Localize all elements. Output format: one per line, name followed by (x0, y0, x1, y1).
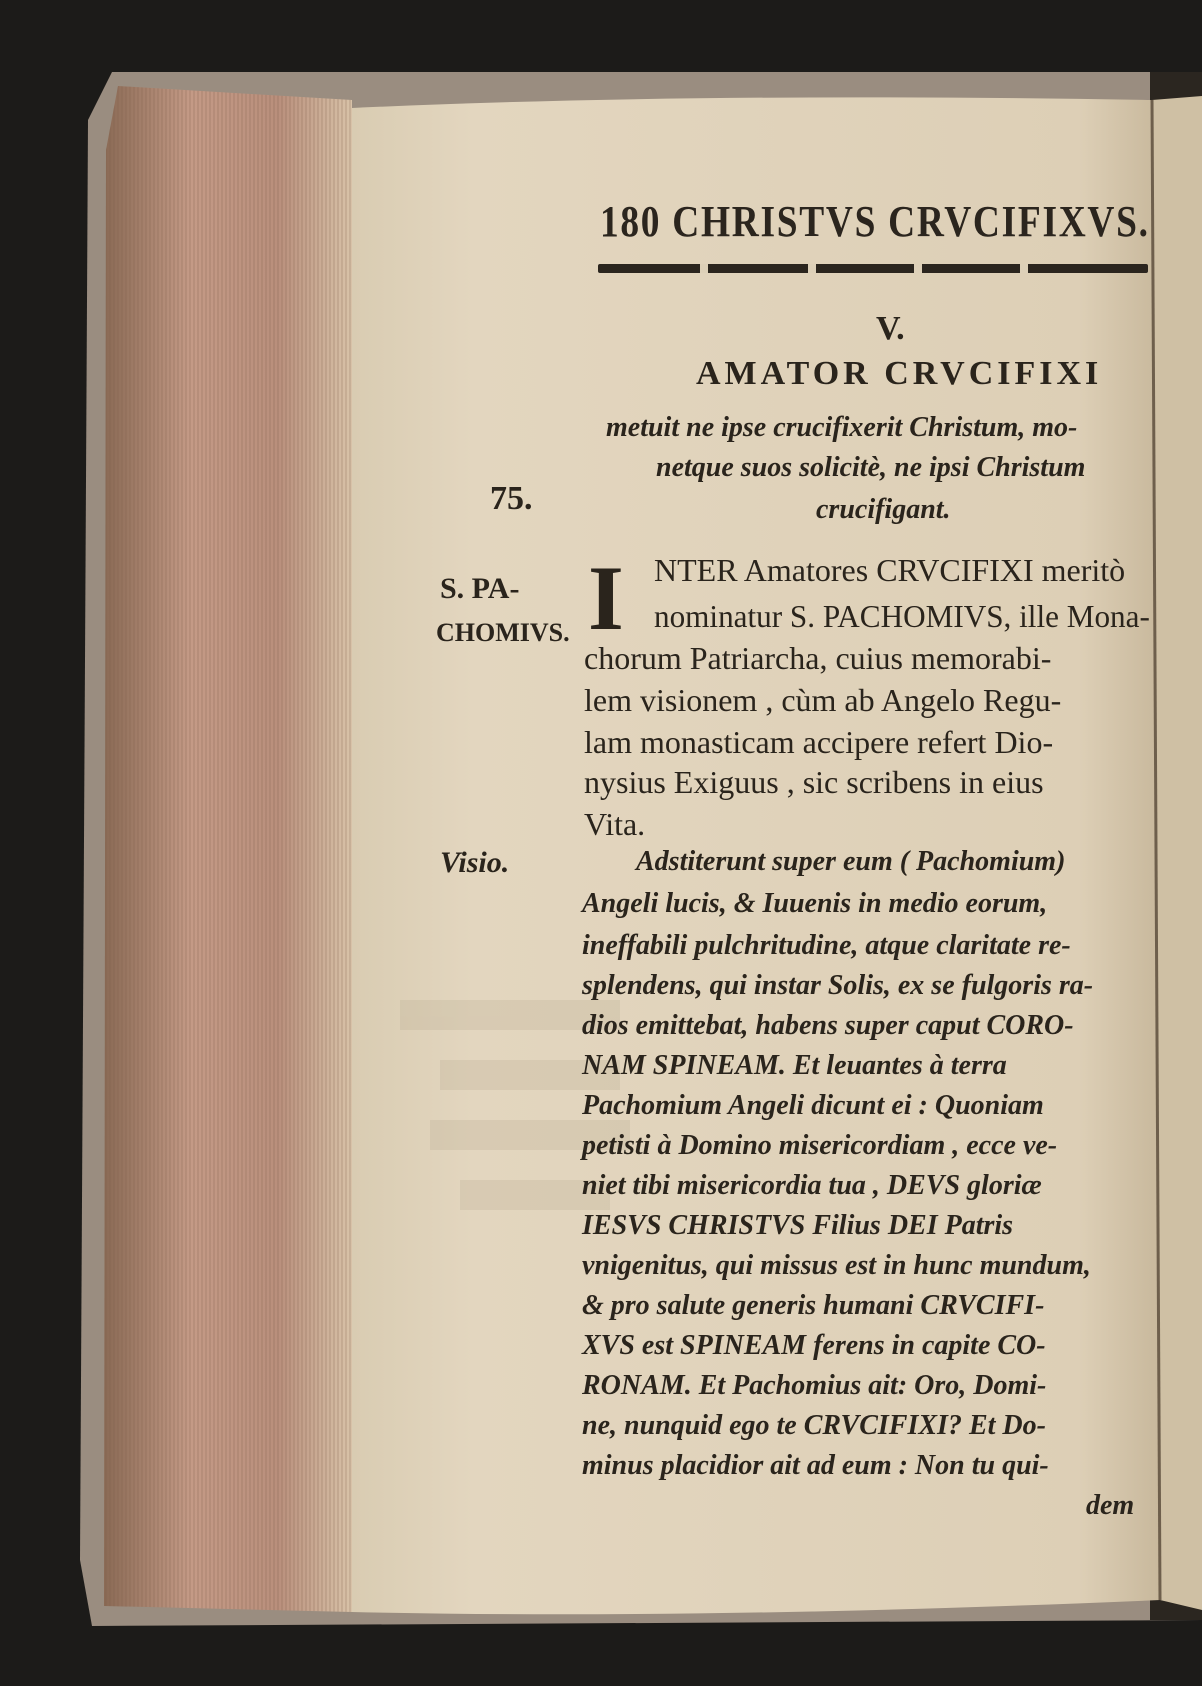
quote-line: dem (1086, 1490, 1135, 1521)
quote-line: NAM SPINEAM. Et leuantes à terra (582, 1050, 1007, 1081)
header-rule (598, 264, 1148, 273)
quote-line: & pro salute generis humani CRVCIFI- (582, 1290, 1045, 1321)
quote-line: Pachomium Angeli dicunt ei : Quoniam (582, 1090, 1044, 1121)
quote-line: petisti à Domino misericordiam , ecce ve- (582, 1130, 1058, 1161)
drop-cap: I (588, 547, 624, 649)
section-number: V. (876, 310, 905, 347)
running-head: 180 CHRISTVS CRVCIFIXVS. (600, 197, 1150, 246)
body-line: nysius Exiguus , sic scribens in eius (584, 764, 1044, 800)
body-line: Vita. (584, 806, 646, 842)
margin-number: 75. (490, 480, 533, 517)
body-line: lem visionem , cùm ab Angelo Regu- (584, 682, 1062, 718)
quote-line: Angeli lucis, & Iuuenis in medio eorum, (582, 888, 1048, 919)
quote-line: splendens, qui instar Solis, ex se fulgoris ra- (582, 970, 1094, 1001)
section-title: AMATOR CRVCIFIXI (696, 355, 1103, 392)
margin-note: S. PA- (440, 572, 520, 605)
quote-line: Adstiterunt super eum ( Pachomium) (636, 846, 1066, 877)
body-line: NTER Amatores CRVCIFIXI meritò (654, 552, 1126, 588)
quote-line: IESVS CHRISTVS Filius DEI Patris (582, 1210, 1014, 1241)
margin-note: CHOMIVS. (436, 618, 570, 647)
margin-note: Visio. (440, 846, 510, 879)
quote-line: niet tibi misericordia tua , DEVS gloriæ (582, 1170, 1042, 1201)
body-line: lam monasticam accipere refert Dio- (584, 724, 1054, 760)
summary-line: crucifigant. (816, 494, 951, 525)
body-line: chorum Patriarcha, cuius memorabi- (584, 640, 1052, 676)
quote-line: XVS est SPINEAM ferens in capite CO- (582, 1330, 1046, 1361)
quote-line: minus placidior ait ad eum : Non tu qui- (582, 1450, 1049, 1481)
body-line: nominatur S. PACHOMIVS, ille Mona- (654, 598, 1150, 634)
quote-line: ne, nunquid ego te CRVCIFIXI? Et Do- (582, 1410, 1046, 1441)
quote-line: ineffabili pulchritudine, atque claritate re- (582, 930, 1071, 961)
quote-line: vnigenitus, qui missus est in hunc mundum, (582, 1250, 1091, 1281)
summary-line: netque suos solicitè, ne ipsi Christum (656, 452, 1086, 483)
quote-line: dios emittebat, habens super caput CORO- (582, 1010, 1074, 1041)
summary-line: metuit ne ipse crucifixerit Christum, mo- (606, 412, 1078, 443)
quote-line: RONAM. Et Pachomius ait: Oro, Domi- (582, 1370, 1047, 1401)
